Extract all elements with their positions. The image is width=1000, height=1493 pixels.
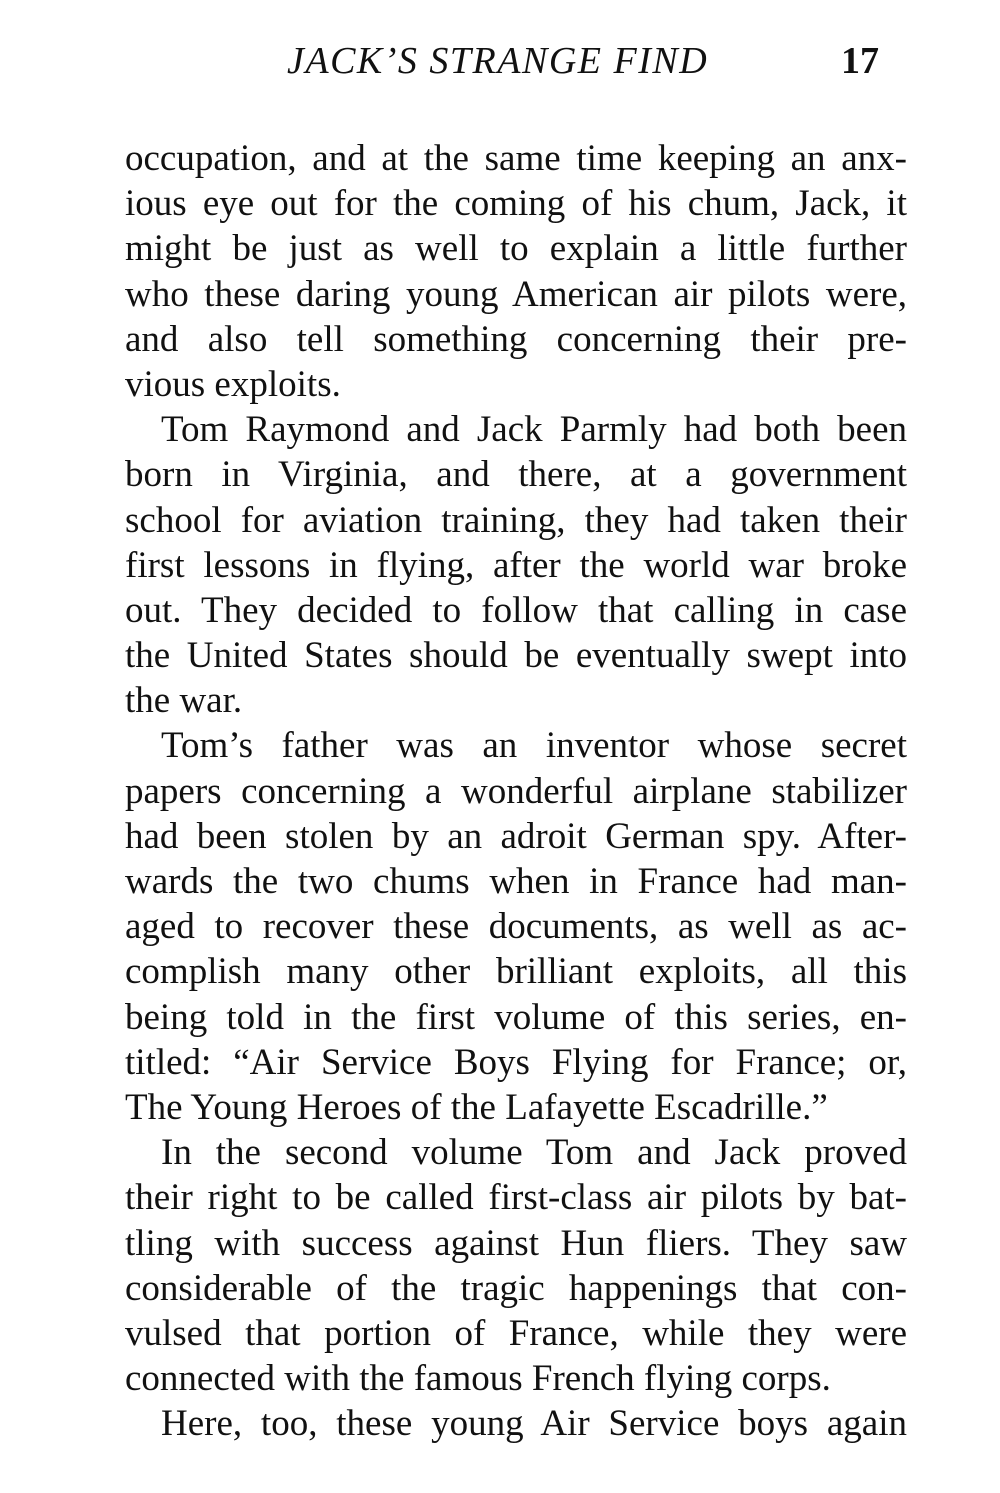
text-line: titled: “Air Service Boys Flying for France; or, (125, 1041, 907, 1083)
text-line: first lessons in flying, after the world war broke (125, 544, 907, 586)
text-line: might be just as well to explain a little further (125, 228, 907, 270)
text-line: Tom’s father was an inventor whose secret (161, 725, 907, 767)
running-head (0, 36, 1000, 86)
running-title: JACK’S STRANGE FIND (287, 40, 709, 82)
text-line: vulsed that portion of France, while they were (125, 1312, 907, 1354)
body-text (125, 136, 907, 1446)
page-number: 17 (841, 40, 879, 82)
text-line: the United States should be eventually swept into (125, 635, 907, 677)
text-line: and also tell something concerning their pre- (125, 318, 907, 360)
text-line: ious eye out for the coming of his chum, Jack, it (125, 183, 907, 225)
text-line: had been stolen by an adroit German spy. After- (125, 815, 907, 857)
text-line: Tom Raymond and Jack Parmly had both been (161, 409, 907, 451)
text-line: papers concerning a wonderful airplane stabilizer (125, 770, 907, 812)
text-line: Here, too, these young Air Service boys again (161, 1403, 907, 1445)
text-line: occupation, and at the same time keeping an anx- (125, 138, 907, 179)
text-line: being told in the first volume of this series, en- (125, 996, 907, 1038)
text-line: connected with the famous French flying corps. (125, 1358, 831, 1400)
text-line: born in Virginia, and there, at a government (125, 454, 907, 496)
text-line: aged to recover these documents, as well as ac- (125, 906, 907, 948)
text-line: complish many other brilliant exploits, all this (125, 951, 907, 993)
text-line: the war. (125, 680, 243, 722)
text-line: considerable of the tragic happenings that con- (125, 1267, 907, 1309)
text-line: In the second volume Tom and Jack proved (161, 1132, 907, 1174)
text-line: school for aviation training, they had taken their (125, 499, 907, 541)
text-line: who these daring young American air pilots were, (125, 273, 907, 315)
text-line: tling with success against Hun fliers. They saw (125, 1222, 907, 1264)
text-line: their right to be called first-class air pilots by bat- (125, 1177, 907, 1219)
text-line: wards the two chums when in France had man- (125, 861, 907, 902)
text-line: vious exploits. (125, 363, 341, 405)
text-line: out. They decided to follow that calling in case (125, 589, 907, 631)
text-line: The Young Heroes of the Lafayette Escadrille.” (125, 1086, 828, 1128)
